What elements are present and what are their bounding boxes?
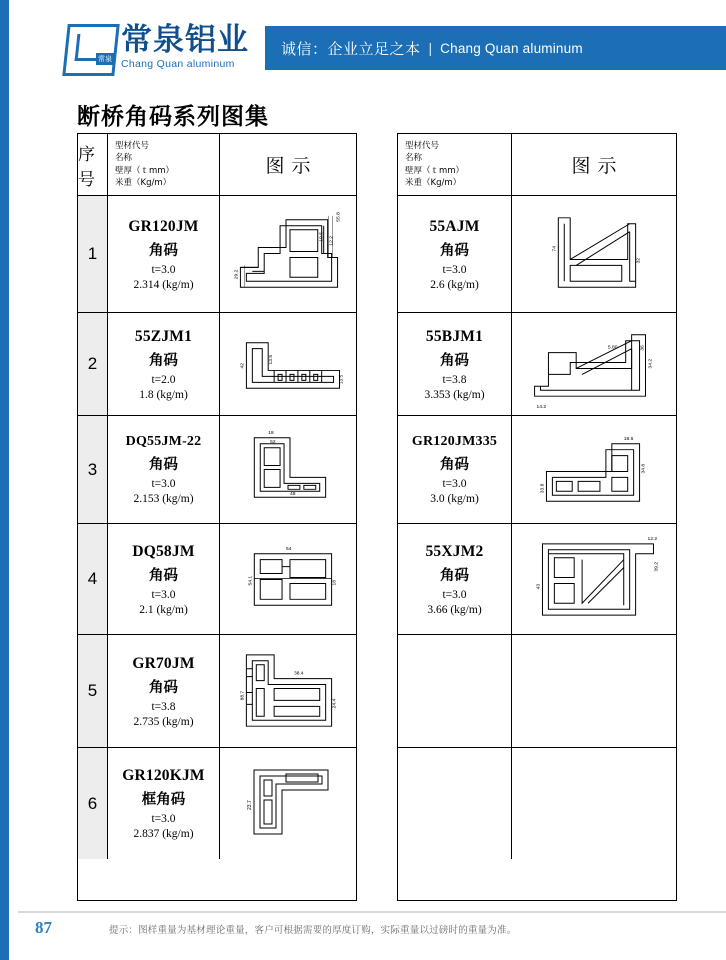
table-row bbox=[78, 416, 356, 524]
profile-drawing-gr120jm335 bbox=[512, 416, 676, 523]
svg-text:52: 52 bbox=[270, 439, 276, 445]
header-spec-line1: 型材代号 bbox=[115, 140, 150, 151]
row-number: 4 bbox=[78, 524, 108, 634]
profile-weight: 3.66 (kg/m) bbox=[427, 603, 482, 616]
profile-thickness: t=2.0 bbox=[151, 373, 176, 386]
profile-drawing-gr120kjm bbox=[220, 748, 356, 859]
svg-text:12.2: 12.2 bbox=[647, 536, 658, 542]
page-header bbox=[18, 22, 726, 80]
header-slogan-bar bbox=[265, 26, 726, 70]
profile-table-right bbox=[397, 133, 677, 901]
header-spec-line3: 壁厚（ｔmm） bbox=[405, 165, 465, 176]
row-number: 1 bbox=[78, 196, 108, 312]
logo-name-cn: 常泉铝业 bbox=[121, 21, 249, 58]
profile-code: 55ZJM1 bbox=[134, 327, 193, 345]
profile-code: DQ55JM-22 bbox=[125, 434, 202, 449]
profile-table-left bbox=[77, 133, 357, 901]
profile-weight: 2.153 (kg/m) bbox=[133, 493, 194, 505]
row-spec bbox=[108, 313, 220, 415]
svg-text:13.5: 13.5 bbox=[269, 354, 275, 365]
row-spec bbox=[108, 196, 220, 312]
profile-thickness: t=3.0 bbox=[151, 588, 176, 601]
profile-thickness: t=3.8 bbox=[442, 373, 467, 386]
row-number: 3 bbox=[78, 416, 108, 523]
svg-text:88.7: 88.7 bbox=[240, 690, 246, 701]
svg-text:18: 18 bbox=[332, 579, 338, 586]
profile-thickness: t=3.8 bbox=[151, 700, 176, 713]
table-row bbox=[398, 196, 676, 313]
profile-figure bbox=[512, 196, 676, 312]
slogan-cn: 诚信：企业立足之本 bbox=[281, 39, 421, 58]
table-header-row bbox=[78, 134, 356, 196]
svg-text:32: 32 bbox=[636, 257, 642, 264]
profile-drawing-55zjm1 bbox=[220, 313, 356, 415]
profile-drawing-55xjm2 bbox=[512, 524, 676, 634]
profile-code: 55AJM bbox=[429, 217, 480, 235]
row-spec bbox=[108, 416, 220, 523]
row-spec bbox=[108, 748, 220, 859]
table-row bbox=[78, 313, 356, 416]
svg-text:43: 43 bbox=[536, 583, 542, 590]
svg-text:33.8: 33.8 bbox=[540, 483, 546, 494]
header-cell-spec bbox=[108, 134, 220, 195]
svg-text:54.1: 54.1 bbox=[248, 575, 254, 586]
profile-drawing-dq58jm bbox=[220, 524, 356, 634]
profile-weight: 2.735 (kg/m) bbox=[133, 715, 194, 728]
profile-figure bbox=[512, 748, 676, 859]
profile-figure bbox=[220, 635, 356, 747]
profile-name: 角码 bbox=[440, 567, 469, 584]
row-number: 2 bbox=[78, 313, 108, 415]
row-spec bbox=[398, 748, 512, 859]
profile-name: 角码 bbox=[440, 352, 469, 369]
logo-name-en: Chang Quan aluminum bbox=[121, 58, 235, 71]
header-spec-line2: 名称 bbox=[405, 153, 423, 164]
header-spec-line3: 壁厚（ｔmm） bbox=[115, 165, 175, 176]
profile-weight: 2.1 (kg/m) bbox=[139, 603, 188, 616]
svg-text:54: 54 bbox=[286, 546, 292, 552]
profile-weight: 2.6 (kg/m) bbox=[430, 278, 479, 291]
profile-name: 角码 bbox=[149, 352, 178, 369]
profile-figure bbox=[512, 524, 676, 634]
profile-figure bbox=[512, 416, 676, 523]
profile-drawing-55ajm bbox=[512, 196, 676, 312]
table-header-row bbox=[398, 134, 676, 196]
profile-thickness: t=3.0 bbox=[442, 588, 467, 601]
row-spec bbox=[398, 196, 512, 312]
table-row bbox=[78, 196, 356, 313]
svg-text:38.4: 38.4 bbox=[293, 671, 304, 677]
profile-name: 框角码 bbox=[141, 792, 186, 808]
logo-diamond-icon bbox=[63, 22, 113, 72]
row-number: 5 bbox=[78, 635, 108, 747]
svg-text:34.8: 34.8 bbox=[641, 463, 647, 474]
profile-name: 角码 bbox=[149, 242, 178, 259]
slogan-en: Chang Quan aluminum bbox=[440, 40, 583, 56]
company-logo bbox=[63, 22, 249, 72]
svg-text:12.2: 12.2 bbox=[329, 235, 335, 246]
profile-figure bbox=[220, 524, 356, 634]
header-spec-line2: 名称 bbox=[115, 153, 133, 164]
profile-weight: 3.0 (kg/m) bbox=[430, 493, 479, 505]
profile-name: 角码 bbox=[440, 242, 469, 259]
svg-text:42: 42 bbox=[240, 362, 246, 369]
svg-text:34.2: 34.2 bbox=[648, 358, 654, 369]
profile-weight: 1.8 (kg/m) bbox=[139, 388, 188, 401]
header-cell-spec bbox=[398, 134, 512, 195]
row-spec bbox=[398, 416, 512, 523]
row-spec bbox=[108, 524, 220, 634]
profile-figure bbox=[512, 313, 676, 415]
profile-name: 角码 bbox=[149, 679, 178, 696]
profile-figure bbox=[512, 635, 676, 747]
profile-name: 角码 bbox=[149, 567, 178, 584]
page-number: 87 bbox=[35, 918, 52, 937]
table-row bbox=[398, 313, 676, 416]
svg-text:18.6: 18.6 bbox=[623, 436, 634, 442]
table-row bbox=[398, 748, 676, 859]
profile-code: 55XJM2 bbox=[425, 542, 484, 560]
footer-note: 提示：图样重量为基材理论重量，客户可根据需要的厚度订购，实际重量以过磅时的重量为准。 bbox=[109, 925, 517, 936]
svg-text:55.8: 55.8 bbox=[336, 212, 342, 222]
svg-text:13.5: 13.5 bbox=[339, 374, 345, 385]
footer-divider bbox=[18, 911, 726, 913]
svg-text:39.2: 39.2 bbox=[654, 561, 660, 572]
svg-text:48: 48 bbox=[289, 492, 296, 498]
bottom-strip bbox=[9, 952, 726, 960]
svg-text:5.80: 5.80 bbox=[607, 345, 618, 351]
profile-name: 角码 bbox=[440, 457, 469, 473]
profile-code: GR120KJM bbox=[122, 767, 205, 784]
profile-code: GR120JM bbox=[128, 217, 199, 235]
slogan-separator: | bbox=[428, 40, 433, 56]
header-spec-line1: 型材代号 bbox=[405, 140, 440, 151]
profile-name: 角码 bbox=[149, 457, 178, 473]
logo-text bbox=[121, 21, 249, 71]
header-cell-no: 序号 bbox=[78, 134, 108, 195]
profile-drawing-gr70jm bbox=[220, 635, 356, 747]
profile-code: 55BJM1 bbox=[425, 327, 484, 345]
svg-text:19.5: 19.5 bbox=[319, 231, 325, 242]
table-row bbox=[398, 524, 676, 635]
profile-figure bbox=[220, 748, 356, 859]
page-title: 断桥角码系列图集 bbox=[77, 104, 269, 130]
header-cell-figure: 图示 bbox=[571, 155, 624, 177]
profile-weight: 2.837 (kg/m) bbox=[133, 828, 194, 840]
svg-text:36: 36 bbox=[640, 345, 646, 351]
row-spec bbox=[398, 635, 512, 747]
header-spec-line4: 米重（Kg/m） bbox=[115, 177, 172, 188]
profile-thickness: t=3.0 bbox=[442, 478, 467, 490]
svg-text:29.2: 29.2 bbox=[234, 269, 240, 280]
table-row bbox=[78, 524, 356, 635]
row-number: 6 bbox=[78, 748, 108, 859]
profile-thickness: t=3.0 bbox=[151, 263, 176, 276]
svg-text:23.7: 23.7 bbox=[247, 800, 253, 810]
profile-weight: 2.314 (kg/m) bbox=[133, 278, 194, 291]
profile-drawing-55bjm1 bbox=[512, 313, 676, 415]
profile-weight: 3.353 (kg/m) bbox=[424, 388, 485, 401]
profile-figure bbox=[220, 313, 356, 415]
profile-thickness: t=3.0 bbox=[151, 813, 176, 825]
table-row bbox=[398, 416, 676, 524]
row-spec bbox=[108, 635, 220, 747]
row-spec bbox=[398, 313, 512, 415]
profile-thickness: t=3.0 bbox=[151, 478, 176, 490]
svg-text:24.4: 24.4 bbox=[332, 698, 338, 709]
table-row bbox=[398, 635, 676, 748]
profile-figure bbox=[220, 196, 356, 312]
svg-text:18: 18 bbox=[268, 430, 274, 436]
profile-drawing-gr120jm bbox=[220, 196, 356, 312]
profile-figure bbox=[220, 416, 356, 523]
profile-code: GR120JM335 bbox=[411, 434, 498, 449]
header-spec-line4: 米重（Kg/m） bbox=[405, 177, 462, 188]
table-row bbox=[78, 748, 356, 859]
profile-code: DQ58JM bbox=[132, 542, 195, 560]
svg-text:74: 74 bbox=[552, 246, 558, 252]
svg-text:14.2: 14.2 bbox=[536, 405, 547, 411]
profile-code: GR70JM bbox=[132, 654, 195, 672]
profile-thickness: t=3.0 bbox=[442, 263, 467, 276]
table-row bbox=[78, 635, 356, 748]
header-cell-figure: 图示 bbox=[265, 155, 318, 177]
profile-drawing-dq55jm22 bbox=[220, 416, 356, 523]
logo-badge: 常泉 bbox=[96, 53, 114, 65]
row-spec bbox=[398, 524, 512, 634]
